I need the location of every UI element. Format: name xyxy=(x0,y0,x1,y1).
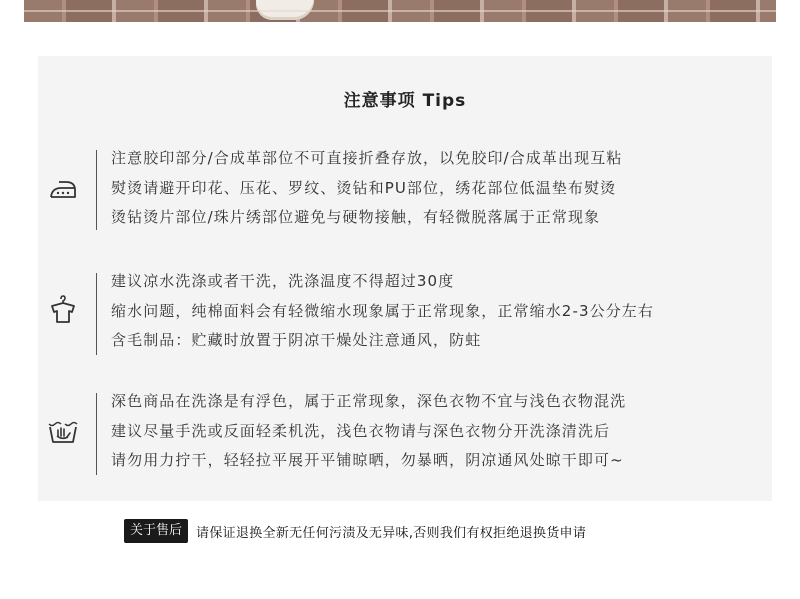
product-photo-strip xyxy=(24,0,776,22)
section-divider xyxy=(96,150,97,230)
hanging-shirt-icon xyxy=(47,293,79,325)
tips-panel xyxy=(38,56,772,501)
after-sale-note xyxy=(124,518,586,544)
tip-line: 注意胶印部分/合成革部位不可直接折叠存放，以免胶印/合成革出现互粘 xyxy=(111,149,623,167)
tip-line: 建议凉水洗涤或者干洗，洗涤温度不得超过30度 xyxy=(111,272,455,290)
section-divider xyxy=(96,273,97,355)
tip-line: 建议尽量手洗或反面轻柔机洗，浅色衣物请与深色衣物分开洗涤清洗后 xyxy=(111,421,611,440)
tip-line: 含毛制品：贮藏时放置于阴凉干燥处注意通风，防蛀 xyxy=(111,331,482,349)
tip-line: 深色商品在洗涤是有浮色，属于正常现象，深色衣物不宜与浅色衣物混洗 xyxy=(111,392,627,410)
tips-title: 注意事项 Tips xyxy=(343,91,467,111)
tips-lines xyxy=(111,144,622,233)
section-divider xyxy=(96,393,97,475)
tip-line: 请勿用力拧干，轻轻拉平展开平铺晾晒，勿暴晒，阴凉通风处晾干即可~ xyxy=(111,451,624,469)
tip-line: 缩水问题，纯棉面料会有轻微缩水现象属于正常现象，正常缩水2-3公分左右 xyxy=(111,301,655,320)
after-sale-text: 请保证退换全新无任何污渍及无异味,否则我们有权拒绝退换货申请 xyxy=(196,525,587,541)
iron-icon xyxy=(47,173,79,205)
hand-wash-icon xyxy=(47,414,79,446)
tips-lines xyxy=(111,267,654,356)
tips-lines xyxy=(111,387,626,476)
tip-line: 熨烫请避开印花、压花、罗纹、烫钻和PU部位，绣花部位低温垫布熨烫 xyxy=(111,178,617,197)
after-sale-badge: 关于售后 xyxy=(124,519,188,543)
tip-line: 烫钻烫片部位/珠片绣部位避免与硬物接触，有轻微脱落属于正常现象 xyxy=(111,208,601,226)
shoe-image xyxy=(256,0,314,20)
